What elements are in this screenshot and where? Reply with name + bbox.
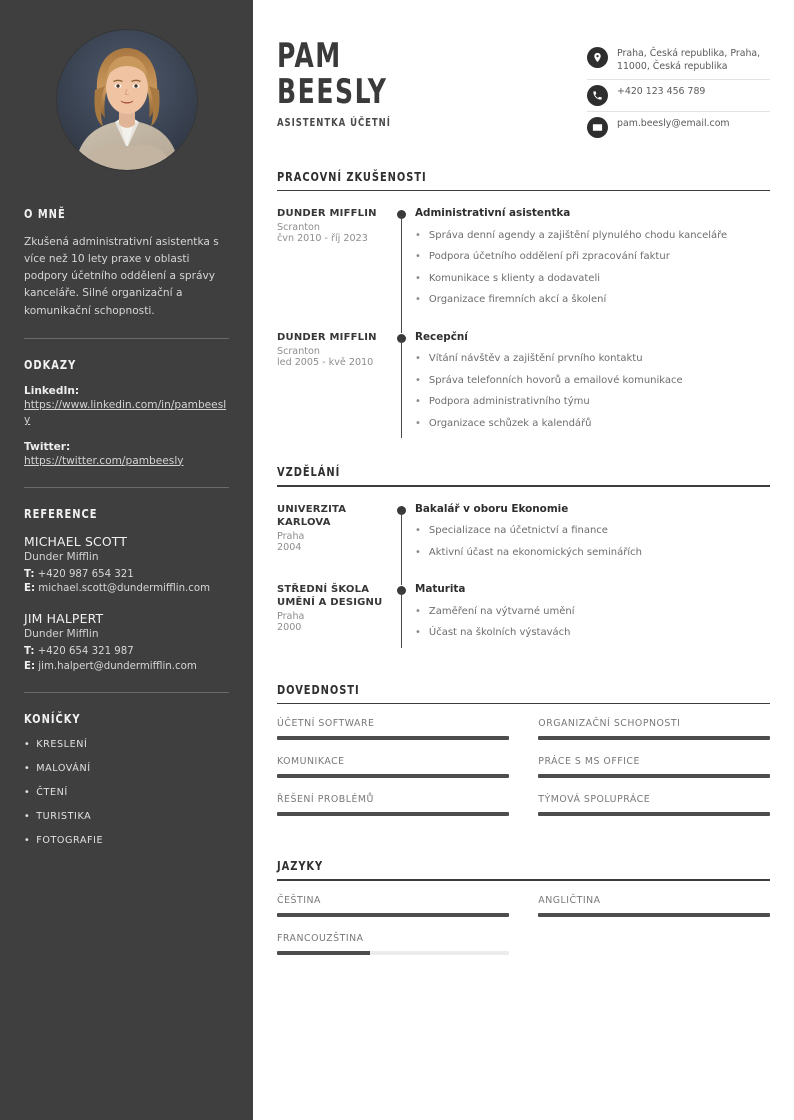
language-bar-fill [277, 913, 509, 917]
entry-city: Praha [277, 530, 305, 542]
sidebar-divider-3 [24, 692, 229, 693]
links-heading: ODKAZY [24, 356, 77, 372]
hobby-label: FOTOGRAFIE [36, 835, 104, 847]
skills-grid [277, 718, 770, 832]
bullet-text: Podpora účetního oddělení při zpracování faktur [428, 251, 670, 263]
timeline-marker [393, 583, 415, 647]
skills-section [277, 682, 770, 833]
skill-bar [277, 812, 509, 816]
bullet-icon: • [415, 251, 421, 263]
entry-title: Administrativní asistentka [415, 207, 571, 220]
bullet-icon: • [24, 811, 31, 823]
sidebar-divider-1 [24, 338, 229, 339]
reference-email: jim.halpert@dundermifflin.com [38, 660, 197, 672]
reference-email-line [24, 582, 229, 596]
hobby-label: KRESLENÍ [36, 739, 88, 751]
entry-meta [277, 583, 393, 647]
link-item-linkedin [24, 385, 229, 429]
entry-organization: DUNDER MIFFLIN [277, 208, 377, 220]
skill-bar [538, 736, 770, 740]
bullet-icon: • [415, 627, 421, 639]
bullet-text: Komunikace s klienty a dodavateli [428, 272, 601, 284]
resume-header [277, 0, 770, 143]
skill-label: PRÁCE S MS OFFICE [538, 756, 640, 768]
reference-phone-label: T: [24, 568, 35, 580]
section-rule [277, 703, 770, 705]
languages-heading: JAZYKY [277, 858, 324, 874]
link-label: LinkedIn: [24, 384, 80, 397]
about-section [24, 206, 229, 320]
bullet-icon: • [415, 229, 421, 241]
profile-photo-wrap [24, 30, 229, 170]
entry-date: čvn 2010 - říj 2023 [277, 233, 368, 245]
reference-email-label: E: [24, 660, 36, 672]
skill-bar [538, 812, 770, 816]
contact-block [577, 38, 770, 143]
skill-item [538, 718, 770, 740]
skill-label: TÝMOVÁ SPOLUPRÁCE [538, 794, 651, 806]
bullet-icon: • [415, 374, 421, 386]
timeline-line [401, 592, 402, 647]
skill-label: ÚČETNÍ SOFTWARE [277, 718, 375, 730]
hobbies-heading: KONÍČKY [24, 711, 81, 727]
skills-heading: DOVEDNOSTI [277, 681, 360, 697]
education-entry [277, 583, 770, 647]
bullet-icon: • [415, 396, 421, 408]
entry-bullet [415, 250, 770, 264]
education-entry [277, 503, 770, 567]
skill-item [277, 794, 509, 816]
language-label: FRANCOUZŠTINA [277, 933, 364, 944]
entry-bullet [415, 605, 770, 619]
entry-organization: DUNDER MIFFLIN [277, 331, 377, 343]
language-label: ANGLIČTINA [538, 895, 601, 906]
language-label: ČEŠTINA [277, 895, 321, 906]
reference-phone-label: T: [24, 646, 35, 658]
bullet-text: Organizace firemních akcí a školení [428, 294, 607, 306]
entry-organization: STŘEDNÍ ŠKOLA UMĚNÍ A DESIGNU [277, 584, 383, 609]
language-item [277, 895, 509, 917]
link-label: Twitter: [24, 440, 71, 453]
entry-bullet [415, 546, 770, 560]
language-bar [277, 951, 509, 955]
first-name: PAM [277, 36, 342, 76]
name-block [277, 38, 577, 143]
reference-email: michael.scott@dundermifflin.com [38, 583, 211, 595]
bullet-icon: • [415, 605, 421, 617]
reference-phone-line [24, 645, 229, 659]
entry-bullet [415, 417, 770, 431]
skill-bar-fill [538, 736, 770, 740]
entry-date: 2004 [277, 541, 302, 553]
timeline-marker [393, 331, 415, 438]
bullet-icon: • [415, 525, 421, 537]
entry-meta [277, 331, 393, 438]
entry-title: Bakalář v oboru Ekonomie [415, 502, 569, 515]
entry-bullet [415, 229, 770, 243]
contact-row-phone [587, 80, 770, 112]
contact-phone: +420 123 456 789 [617, 85, 706, 97]
entry-bullet [415, 395, 770, 409]
contact-address: Praha, Česká republika, Praha, 11000, Česká republika [617, 48, 761, 73]
entry-body [415, 583, 770, 647]
skill-item [277, 718, 509, 740]
timeline-marker [393, 503, 415, 567]
language-bar [277, 913, 509, 917]
references-section [24, 506, 229, 674]
envelope-icon [587, 117, 608, 138]
skill-bar-fill [277, 736, 509, 740]
job-role: ASISTENTKA ÚČETNÍ [277, 116, 391, 130]
reference-name: JIM HALPERT [24, 610, 104, 626]
reference-email-line [24, 660, 229, 674]
hobby-item [24, 811, 229, 822]
bullet-icon: • [415, 417, 421, 429]
reference-name: MICHAEL SCOTT [24, 533, 128, 549]
bullet-icon: • [24, 835, 31, 847]
hobby-label: TURISTIKA [36, 811, 92, 823]
reference-phone: +420 654 321 987 [37, 646, 134, 658]
reference-email-label: E: [24, 583, 36, 595]
about-heading: O MNĚ [24, 206, 66, 221]
entry-meta [277, 503, 393, 567]
about-text: Zkušená administrativní asistentka s více než 10 lety praxe v oblasti podpory účetního oddělení a správy kanceláře. Silné organizační a komunikační schopnosti. [24, 236, 219, 317]
section-rule [277, 190, 770, 192]
link-url-linkedin[interactable]: https://www.linkedin.com/in/pambeesly [24, 398, 227, 427]
timeline-line [401, 512, 402, 585]
language-item [277, 933, 509, 955]
contact-email: pam.beesly@email.com [617, 117, 730, 129]
skill-bar-fill [277, 812, 509, 816]
experience-section [277, 169, 770, 439]
bullet-text: Specializace na účetnictví a finance [428, 525, 608, 537]
bullet-text: Vítání návštěv a zajištění prvního kontaktu [428, 353, 643, 365]
section-rule [277, 485, 770, 487]
entry-body [415, 331, 770, 438]
entry-bullet [415, 626, 770, 640]
reference-org: Dunder Mifflin [24, 550, 99, 563]
reference-item [24, 611, 229, 674]
bullet-text: Správa denní agendy a zajištění plynulého chodu kanceláře [428, 229, 728, 241]
entry-body [415, 503, 770, 567]
entry-bullet [415, 293, 770, 307]
link-item-twitter [24, 441, 229, 469]
entry-title: Maturita [415, 583, 466, 596]
bullet-text: Účast na školních výstavách [428, 627, 571, 639]
entry-meta [277, 207, 393, 314]
experience-entry [277, 331, 770, 438]
entry-city: Praha [277, 611, 305, 623]
contact-row-email [587, 112, 770, 143]
location-pin-icon [587, 47, 608, 68]
bullet-text: Zaměření na výtvarné umění [428, 605, 575, 617]
languages-section [277, 858, 770, 971]
timeline-line [401, 340, 402, 438]
profile-photo-illustration [57, 30, 197, 170]
section-rule [277, 879, 770, 881]
skill-label: ORGANIZAČNÍ SCHOPNOSTI [538, 718, 681, 730]
hobby-item [24, 739, 229, 750]
entry-body [415, 207, 770, 314]
bullet-icon: • [415, 294, 421, 306]
sidebar-divider-2 [24, 487, 229, 488]
skill-item [277, 756, 509, 778]
link-url-twitter[interactable]: https://twitter.com/pambeesly [24, 454, 184, 467]
reference-org: Dunder Mifflin [24, 628, 99, 641]
avatar [57, 30, 197, 170]
language-bar-fill [277, 951, 370, 955]
entry-date: led 2005 - kvě 2010 [277, 356, 374, 368]
bullet-icon: • [24, 739, 31, 751]
languages-grid [277, 895, 770, 971]
skill-label: ŘEŠENÍ PROBLÉMŮ [277, 794, 374, 806]
phone-icon [587, 85, 608, 106]
entry-city: Scranton [277, 222, 320, 234]
skill-bar [538, 774, 770, 778]
timeline-marker [393, 207, 415, 314]
entry-title: Recepční [415, 330, 468, 343]
references-heading: REFERENCE [24, 505, 98, 521]
reference-phone: +420 987 654 321 [37, 568, 134, 580]
bullet-icon: • [415, 353, 421, 365]
entry-bullet [415, 352, 770, 366]
language-bar-fill [538, 913, 770, 917]
bullet-text: Správa telefonních hovorů a emailové komunikace [428, 374, 683, 386]
skill-bar [277, 736, 509, 740]
hobby-item [24, 835, 229, 846]
bullet-text: Organizace schůzek a kalendářů [428, 417, 592, 429]
hobby-item [24, 763, 229, 774]
hobby-label: ČTENÍ [36, 787, 68, 799]
entry-date: 2000 [277, 622, 302, 634]
bullet-icon: • [24, 763, 31, 775]
skill-bar [277, 774, 509, 778]
skill-item [538, 756, 770, 778]
bullet-icon: • [415, 546, 421, 558]
reference-phone-line [24, 568, 229, 582]
entry-bullet [415, 272, 770, 286]
sidebar [0, 0, 253, 1120]
experience-entry [277, 207, 770, 314]
language-bar [538, 913, 770, 917]
language-item [538, 895, 770, 917]
links-section [24, 357, 229, 469]
bullet-icon: • [24, 787, 31, 799]
hobbies-section [24, 711, 229, 846]
contact-row-address [587, 42, 770, 80]
entry-city: Scranton [277, 345, 320, 357]
reference-item [24, 534, 229, 597]
entry-bullet [415, 524, 770, 538]
skill-label: KOMUNIKACE [277, 756, 345, 768]
skill-bar-fill [277, 774, 509, 778]
experience-heading: PRACOVNÍ ZKUŠENOSTI [277, 168, 427, 184]
hobby-label: MALOVÁNÍ [36, 763, 91, 775]
bullet-text: Podpora administrativního týmu [428, 396, 590, 408]
hobby-item [24, 787, 229, 798]
entry-organization: UNIVERZITA KARLOVA [277, 503, 347, 528]
bullet-icon: • [415, 272, 421, 284]
main-content [253, 0, 794, 1120]
education-heading: VZDĚLÁNÍ [277, 464, 341, 480]
last-name: BEESLY [277, 72, 388, 113]
skill-bar-fill [538, 812, 770, 816]
education-section [277, 464, 770, 648]
timeline-line [401, 216, 402, 332]
bullet-text: Aktivní účast na ekonomických seminářích [428, 546, 642, 558]
skill-item [538, 794, 770, 816]
entry-bullet [415, 374, 770, 388]
skill-bar-fill [538, 774, 770, 778]
